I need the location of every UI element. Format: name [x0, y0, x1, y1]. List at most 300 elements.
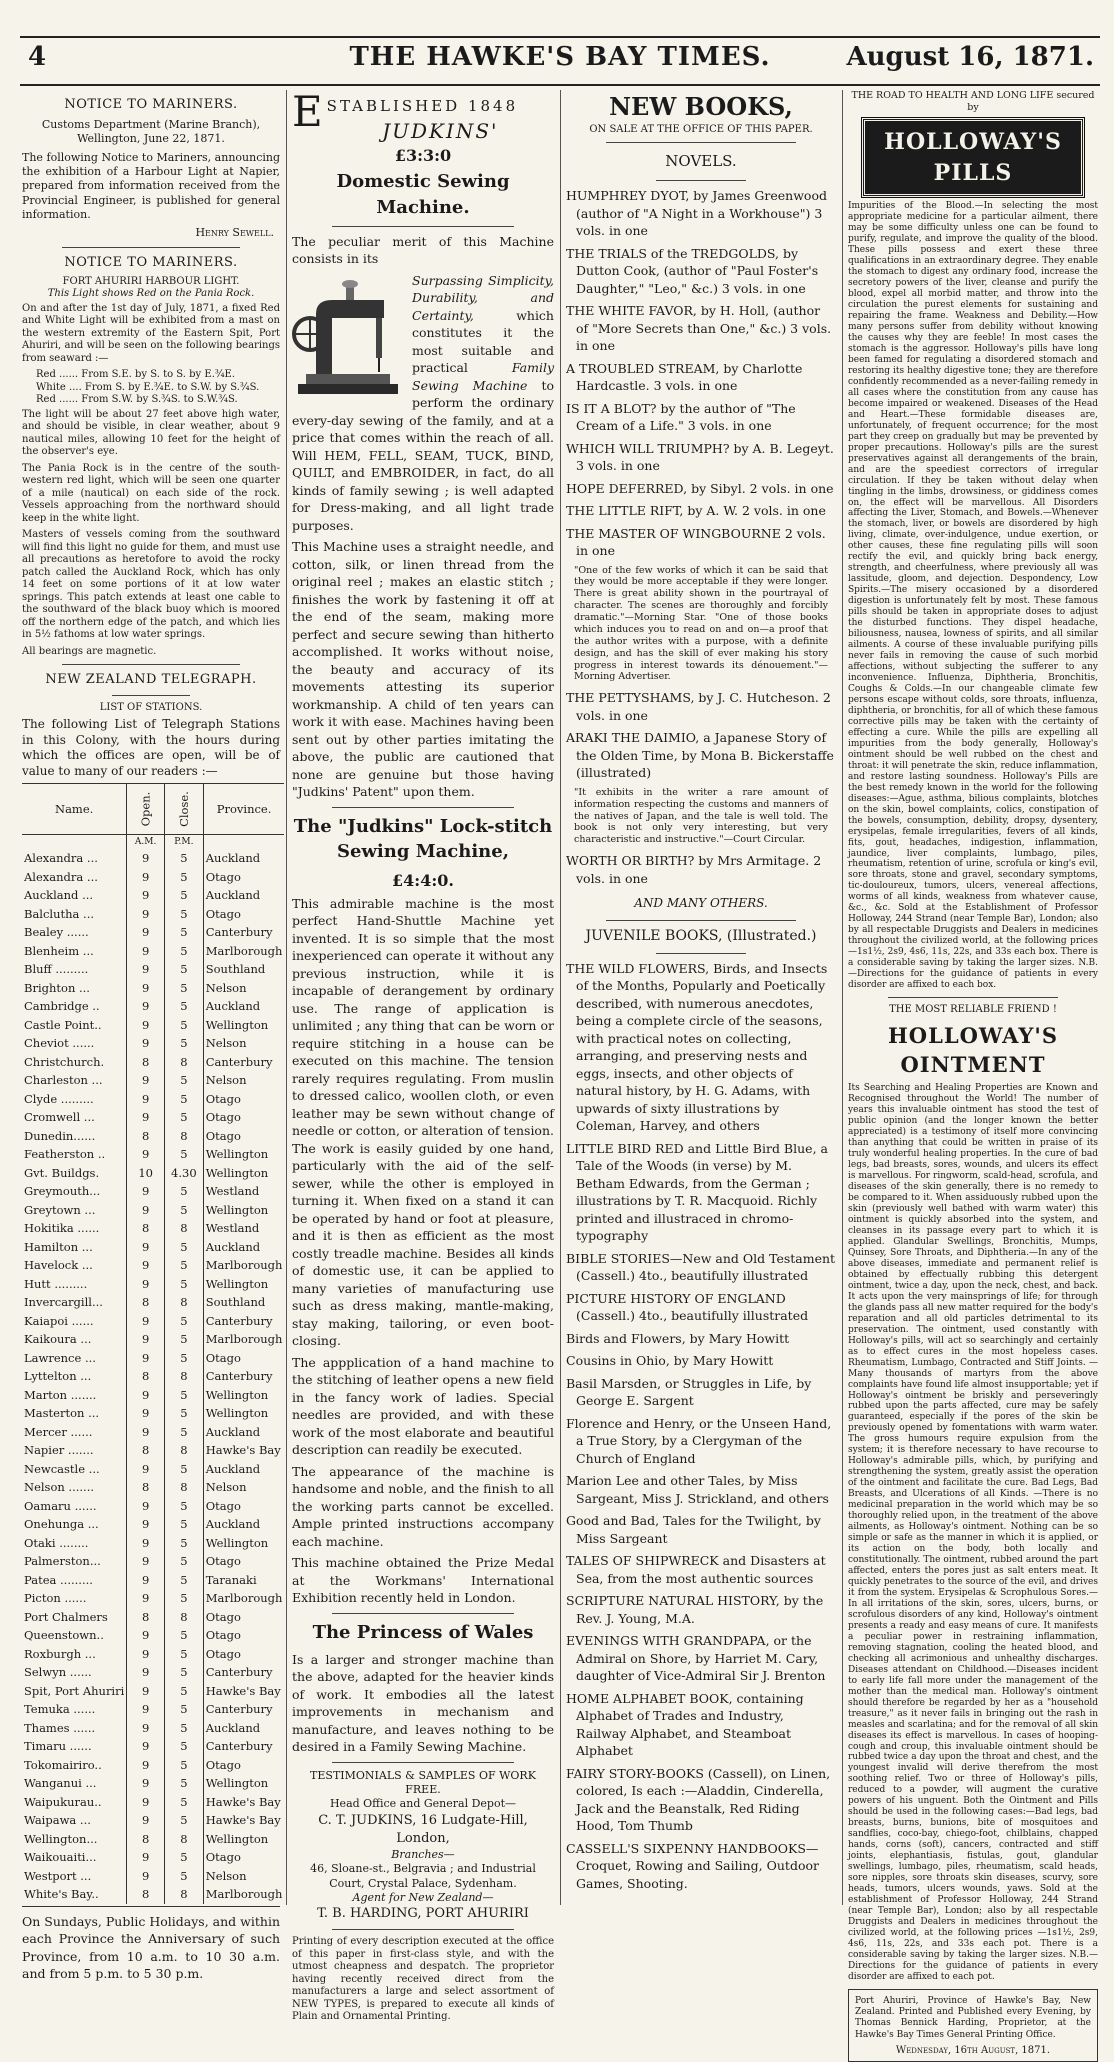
station-close: 5	[164, 1515, 203, 1534]
station-open: 8	[127, 1441, 165, 1460]
station-close: 5	[164, 868, 203, 887]
station-name: Cheviot ......	[24, 1036, 95, 1051]
station-open: 9	[127, 942, 165, 961]
station-row	[22, 1016, 284, 1035]
station-row	[22, 997, 284, 1016]
station-open: 9	[127, 997, 165, 1016]
station-province: Wellington	[203, 1275, 284, 1294]
station-row	[22, 1275, 284, 1294]
station-close: 5	[164, 1275, 203, 1294]
station-name: Newcastle ...	[24, 1461, 100, 1476]
novels-list	[566, 187, 836, 560]
stations-heading: LIST OF STATIONS.	[99, 702, 203, 714]
book-item: THE TRIALS of the TREDGOLDS, by Dutton Cook, (author of "Paul Foster's Daughter," "Leo," &c.) 3 vols. in one	[566, 245, 819, 296]
station-open: 9	[127, 1312, 165, 1331]
station-name: Charleston ...	[24, 1073, 103, 1088]
station-province: Hawke's Bay	[203, 1793, 284, 1812]
station-province: Wellington	[203, 1534, 284, 1553]
station-province: Auckland	[203, 1719, 284, 1738]
station-row	[22, 1737, 284, 1756]
station-open: 9	[127, 1811, 165, 1830]
station-row	[22, 1682, 284, 1701]
station-province: Southland	[203, 960, 284, 979]
station-row	[22, 1256, 284, 1275]
divider	[888, 997, 1058, 998]
station-province: Otago	[203, 1127, 284, 1146]
station-row	[22, 1774, 284, 1793]
station-open: 9	[127, 1238, 165, 1257]
station-open: 9	[127, 1201, 165, 1220]
station-open: 9	[127, 1663, 165, 1682]
light-para: All bearings are magnetic.	[22, 645, 157, 657]
review-quote: "It exhibits in the writer a rare amount of information respecting the customs and manners of the natives of Japan, and the tale is well told. The book is not only very interesting, but very characteristic and instructive."—Court Circular.	[574, 786, 828, 846]
station-name: Havelock ...	[24, 1258, 93, 1273]
station-name: Lawrence ...	[24, 1350, 96, 1365]
unit-am: A.M.	[127, 835, 165, 850]
station-open: 9	[127, 1534, 165, 1553]
column-holloway	[848, 90, 1098, 2056]
station-open: 9	[127, 905, 165, 924]
station-row	[22, 1719, 284, 1738]
book-item: LITTLE BIRD RED and Little Bird Blue, a Tale of the Woods (in verse) by M. Betham Edwards, from the German ; illustrations by T. R. Macquoid. Richly printed and illustraced in chromo-typography	[566, 1140, 828, 1244]
column-divider	[560, 90, 561, 1905]
divider	[656, 180, 746, 181]
princess-body: Is a larger and stronger machine than the above, adapted for the heavier kinds of work. It embodies all the latest improvements in mechanism and manufacture, and leaves nothing to be desired in a Family Sewing Machine.	[292, 1651, 554, 1755]
station-province: Otago	[203, 905, 284, 924]
princess-heading: The Princess of Wales	[312, 1621, 534, 1643]
station-open: 9	[127, 868, 165, 887]
book-item: PICTURE HISTORY OF ENGLAND (Cassell.) 4to., beautifully illustrated	[566, 1290, 809, 1324]
station-open: 9	[127, 1016, 165, 1035]
station-row	[22, 1423, 284, 1442]
station-province: Wellington	[203, 1164, 284, 1183]
machine-italic2: Family Sewing Machine	[412, 360, 554, 393]
station-open: 9	[127, 1497, 165, 1516]
station-close: 5	[164, 1108, 203, 1127]
station-row	[22, 1164, 284, 1183]
station-province: Auckland	[203, 1423, 284, 1442]
station-row	[22, 1663, 284, 1682]
column-divider	[842, 90, 843, 1905]
station-row	[22, 1386, 284, 1405]
stations-table	[22, 783, 284, 1904]
station-close: 5	[164, 1238, 203, 1257]
station-close: 5	[164, 1737, 203, 1756]
divider	[332, 1929, 514, 1930]
lockstitch-heading: The "Judkins" Lock-stitch Sewing Machine,	[293, 815, 553, 862]
station-province: Southland	[203, 1293, 284, 1312]
station-close: 5	[164, 1386, 203, 1405]
station-name: Palmerston...	[24, 1554, 101, 1569]
station-name: Roxburgh ...	[24, 1646, 96, 1661]
station-row	[22, 1848, 284, 1867]
station-open: 10	[127, 1164, 165, 1183]
station-province: Nelson	[203, 979, 284, 998]
judkins-title: JUDKINS'	[382, 119, 499, 143]
station-close: 5	[164, 1867, 203, 1886]
station-province: Auckland	[203, 1460, 284, 1479]
station-close: 5	[164, 1349, 203, 1368]
station-row	[22, 1867, 284, 1886]
station-close: 5	[164, 1182, 203, 1201]
printing-notice: Printing of every description executed at the office of this paper in first-class style, and with the utmost cheapness and despatch. The proprietor having recently received direct from the manufacturers a large and select assortment of NEW TYPES, is prepared to execute all kinds of Plain and Ornamental Printing.	[292, 1936, 554, 2023]
station-row	[22, 1885, 284, 1904]
station-province: Westland	[203, 1219, 284, 1238]
address-london: C. T. JUDKINS, 16 Ludgate-Hill, London,	[318, 1812, 528, 1846]
station-province: Canterbury	[203, 923, 284, 942]
notice2-heading: NOTICE TO MARINERS.	[64, 254, 238, 270]
station-open: 9	[127, 1090, 165, 1109]
station-name: Lyttelton ...	[24, 1369, 92, 1384]
station-close: 5	[164, 1552, 203, 1571]
station-row	[22, 1830, 284, 1849]
book-item: THE LITTLE RIFT, by A. W. 2 vols. in one	[566, 503, 826, 519]
bearing-line: White .... From S. by E.¾E. to S.W. by S.¾S.	[36, 381, 260, 393]
book-item: Cousins in Ohio, by Mary Howitt	[566, 1353, 774, 1369]
ointment-text: Its Searching and Healing Properties are Known and Recognised throughout the World! The number of years this invaluable ointment has stood the test of public opinion (and the longer known the better appreciated) is a testimony of itself more convincing than anything that could be written in praise of its truly wonderful healing properties. In the cure of bad legs, bad breasts, sores, wounds, and ulcers its effect is marvellous. For ringworm, scald-head, scrofula, and diseases of the skin generally, there is no remedy to be compared to it. When assiduously rubbed upon the skin (previously well bathed with warm water) this ointment is quickly absorbed into the system, and cleanses in its passage every part to which it is applied. Glandular Swellings, Bronchitis, Mumps, Quinsey, Sore Throats, and Diphtheria.—In any of the above diseases, immediate and permanent relief is obtained by effectually rubbing this detergent ointment, twice a day, upon the neck, chest, and back. It acts upon the very mainsprings of life; for through the glands pass all new matter required for the body's reparation and all old particles detrimental to its preservation. The ointment, used constantly with Holloway's pills, will act so searchingly and certainly as to effect cures in the most hopeless cases. Rheumatism, Lumbago, Contracted and Stiff Joints. —Many thousands of martyrs from the above complaints have found life almost insupportable; yet if Holloway's ointment be briskly and perseveringly rubbed upon the parts affected, cure may be safely guaranteed, especially if the pores of the skin be previously opened by fomentations with warm water. The gross humours require expulsion from the system; it is therefore necessary to have recourse to Holloway's admirable pills, which, by purifying and strengthening the system, greatly assist the operation of the ointment and facilitate the cure. Bad Legs, Bad Breasts, and Ulcerations of all Kinds. —There is no medicinal preparation in the world which may be so thoroughly relied upon, in the treatment of the above ailments, as Holloway's ointment. Nothing can be so simple or safe as the manner in which it is applied, or its action on the body, both locally and constitutionally. The ointment, rubbed around the part affected, enters the pores just as salt enters meat. It quickly penetrates to the source of the evil, and drives it from the system. Erysipelas & Scrophulous Sores.—In all irritations of the skin, sores, ulcers, burns, or scrofulous disorders of any kind, Holloway's ointment presents a ready and easy means of cure. It manifests a peculiar power in restraining inflammation, removing stagnation, cooling the heated blood, and checking all acrimonious and unhealthy discharges. Diseases attendant on Childhood.—Diseases incident to early life fall more under the management of the mother than the medical man. Holloway's ointment should therefore be regarded by her as a "household treasure," as it never fails in bringing out the rash in measles and scarlatina; and for the removal of all skin diseases its effect is marvellous. In cases of hooping-cough and croup, this invaluable ointment should be rubbed twice a day upon the throat and chest, and the youngest invalid will derive therefrom the most soothing relief. Two or three of Holloway's pills, reduced to a powder, will augment the curative powers of his unguent. Both the Ointment and Pills should be used in the following cases:—Bad legs, bad breasts, burns, bunions, bite of mosquitoes and sandflies, coco-bay, chiego-foot, chilblains, chapped hands, corns (soft), cancers, contracted and stiff joints, elephantiasis, fistulas, gout, glandular swellings, lumbago, piles, rheumatism, scald heads, sore nipples, sore throats skin diseases, scurvy, sore heads, tumors, ulcers wounds, yaws. Sold at the establishment of Professor Holloway, 244 Strand (near Temple Bar), London; also by all respectable Druggists and Dealers in medicines throughout the civilized world, at the following prices —1s1½, 2s9, 4s6, 11s, 22s, and 33s each pot. There is a considerable saving by taking the larger sizes. N.B.—Directions for the guidance of patients in every disorder are affixed to each pot.	[848, 1083, 1098, 1982]
station-close: 5	[164, 1016, 203, 1035]
established-line	[292, 87, 554, 145]
station-name: White's Bay..	[24, 1887, 99, 1902]
machine-italic: Surpassing Simplicity, Durability, and Certainty,	[412, 272, 554, 323]
station-province: Otago	[203, 1552, 284, 1571]
station-close: 5	[164, 1145, 203, 1164]
station-row	[22, 1571, 284, 1590]
station-name: Kaikoura ...	[24, 1332, 92, 1347]
station-row	[22, 1515, 284, 1534]
book-item: Florence and Henry, or the Unseen Hand, a True Story, by a Clergyman of the Church of England	[566, 1415, 832, 1466]
station-row	[22, 849, 284, 868]
station-name: Oamaru ......	[24, 1498, 97, 1513]
station-close: 5	[164, 1034, 203, 1053]
station-close: 8	[164, 1127, 203, 1146]
books-heading: NEW BOOKS,	[609, 92, 793, 121]
station-province: Auckland	[203, 886, 284, 905]
station-province: Wellington	[203, 1404, 284, 1423]
station-province: Nelson	[203, 1071, 284, 1090]
juvenile-heading: JUVENILE BOOKS, (Illustrated.)	[585, 928, 817, 945]
column-divider	[286, 90, 287, 1905]
lockstitch-para: The appplication of a hand machine to the stitching of leather opens a new field in the fancy work of ladies. Special needles are provided, and with these work of the most elaborate and beautiful description can readily be executed.	[292, 1354, 554, 1458]
station-open: 8	[127, 1367, 165, 1386]
station-name: Brighton ...	[24, 980, 90, 995]
station-row	[22, 1108, 284, 1127]
station-province: Canterbury	[203, 1663, 284, 1682]
domestic-machine-heading: Domestic Sewing Machine.	[336, 171, 510, 218]
station-name: Greymouth...	[24, 1184, 101, 1199]
station-name: Temuka ......	[24, 1702, 96, 1717]
station-close: 5	[164, 1201, 203, 1220]
station-name: Featherston ..	[24, 1147, 106, 1162]
station-row	[22, 886, 284, 905]
station-open: 9	[127, 979, 165, 998]
station-province: Wellington	[203, 1386, 284, 1405]
station-row	[22, 1793, 284, 1812]
station-close: 8	[164, 1367, 203, 1386]
station-open: 9	[127, 1626, 165, 1645]
divider	[62, 247, 240, 248]
telegraph-heading: NEW ZEALAND TELEGRAPH.	[45, 672, 257, 688]
station-province: Wellington	[203, 1830, 284, 1849]
station-row	[22, 1645, 284, 1664]
station-open: 9	[127, 1349, 165, 1368]
station-close: 5	[164, 1312, 203, 1331]
station-name: Queenstown..	[24, 1628, 104, 1643]
paper-title: THE HAWKE'S BAY TIMES.	[349, 42, 771, 72]
column-notices	[22, 90, 283, 1982]
station-province: Hawke's Bay	[203, 1441, 284, 1460]
notice2-subheading: FORT AHURIRI HARBOUR LIGHT.	[62, 275, 240, 287]
station-open: 8	[127, 1053, 165, 1072]
machine-body: to perform the ordinary every-day sewing of the family, and at a price that comes within the reach of all. Will HEM, FELL, SEAM, TUCK, BIND, QUILT, and EMBROIDER, in fact, do all kinds of family sewing ; is well adapted for Dress-making, and all light trade purposes.	[292, 377, 554, 533]
station-name: Blenheim ...	[24, 943, 94, 958]
station-name: Hamilton ...	[24, 1239, 93, 1254]
divider	[332, 807, 514, 808]
pills-text: Impurities of the Blood.—In selecting the most appropriate medicine for a particular ailment, there may be some difficulty unless one can be found to purify, regulate, and improve the quality of the blood. These pills possess and exert these three qualifications in an extraordinary degree. They enable the stomach to digest any ordinary food, increase the secretory powers of the liver, cleanse and purify the blood, expel all morbid matter, and throw into the circulation the purest elements for sustaining and repairing the frame. Weakness and Debility.—How many persons suffer from debility without knowing the causes why they are feeble! In most cases the stomach is the aggressor. Holloway's pills have long been famed for regulating a disordered stomach and restoring its healthy digestive tone; they are therefore confidently recommended as a never-failing remedy in all cases where the constitution from any cause has become impaired or weakened. Diseases of the Head and Heart.—These formidable diseases are, unfortunately, of frequent occurrence; for the most part they creep on gradually but may be prevented by proper precautions. Holloway's pills are the surest preservatives against all derangements of the brain, and are the speediest correctors of irregular circulation. If they be taken without delay when tingling in the limbs, drowsiness, or giddiness comes on, the effect will be marvellous. All Disorders affecting the Liver, Stomach, and Bowels.—Whenever the stomach, liver, or bowels are disordered by high living, climate, over-indulgence, undue exertion, or other causes, these fine regulating pills will soon rectify the evil, and quickly bring back energy, strength, and cheerfulness, where previously all was lassitude, gloom, and dejection. Despondency, Low Spirits.—The misery occasioned by a disordered digestion is unfortunately felt by most. These famous pills should be taken in appropriate doses to adjust the disturbed functions. They dispel headache, biliousness, nausea, lowness of spirits, and all similar ailments. A course of these invaluable purifying pills never fails in removing the cause of such morbid affections, without subjecting the sufferer to any inconvenience. Influenza, Diphtheria, Bronchitis, Coughs & Colds.—In our changeable climate few persons escape without colds, sore throats, influenza, diphtheria, or bronchitis, for all of which these famous corrective pills may be taken with the certainty of effecting a cure. While the pills are expelling all impurities from the body generally, Holloway's ointment should be well rubbed on the chest and throat: it will penetrate the skin, reduce inflammation, and restore lasting soundness. Holloway's Pills are the best remedy known in the world for the following diseases:—Ague, asthma, bilious complaints, blotches on the skin, bowel complaints, colics, constipation of the bowels, consumption, debility, dropsy, dysentery, erysipelas, female irregularities, fevers of all kinds, fits, gout, headaches, indigestion, inflammation, jaundice, liver complaints, lumbago, piles, rheumatism, retention of urine, scrofula or king's evil, sore throats, stone and gravel, secondary symptoms, tic-douloureux, tumors, ulcers, venereal affections, worms of all kinds, weakness from whatever cause, &c., &c. Sold at the Establishment of Professor Holloway, 244 Strand (near Temple Bar), London; also by all respectable Druggists and Dealers in medicines throughout the civilized world, at the following prices —1s1½, 2s9, 4s6, 11s, 22s, and 33s each box. There is a considerable saving by taking the larger sizes. N.B.—Directions for the guidance of patients in every disorder are affixed to each box.	[848, 201, 1098, 991]
divider	[332, 1613, 514, 1614]
station-province: Hawke's Bay	[203, 1682, 284, 1701]
station-province: Hawke's Bay	[203, 1811, 284, 1830]
light-para: The Pania Rock is in the centre of the south-western red light, which will be seen one quarter of a mile (nautical) on each side of the rock. Vessels approaching from the northward should keep in the white light.	[22, 462, 280, 524]
station-open: 8	[127, 1293, 165, 1312]
divider	[606, 142, 796, 143]
station-close: 8	[164, 1830, 203, 1849]
notice-department: Customs Department (Marine Branch), Wellington, June 22, 1871.	[41, 118, 261, 146]
divider	[112, 695, 190, 696]
station-province: Wellington	[203, 1201, 284, 1220]
station-name: Masterton ...	[24, 1406, 100, 1421]
lockstitch-para: The appearance of the machine is handsome and noble, and the finish to all the working parts cannot be excelled. Ample printed instructions accompany each machine.	[292, 1463, 554, 1549]
station-close: 5	[164, 1071, 203, 1090]
station-name: Invercargill...	[24, 1295, 103, 1310]
station-close: 5	[164, 849, 203, 868]
station-province: Marlborough	[203, 1885, 284, 1904]
machine-mid: which constitutes it the most suitable and practical	[412, 307, 554, 376]
station-close: 5	[164, 942, 203, 961]
station-row	[22, 1478, 284, 1497]
station-province: Otago	[203, 1090, 284, 1109]
station-close: 5	[164, 1497, 203, 1516]
books-subheading: ON SALE AT THE OFFICE OF THIS PAPER.	[589, 123, 813, 135]
station-name: Onehunga ...	[24, 1517, 99, 1532]
testimonials: TESTIMONIALS & SAMPLES OF WORK FREE.	[310, 1768, 536, 1797]
station-close: 5	[164, 905, 203, 924]
station-province: Canterbury	[203, 1312, 284, 1331]
station-name: Bealey ......	[24, 925, 89, 940]
station-close: 5	[164, 997, 203, 1016]
bearing-line: Red ...... From S.W. by S.¾S. to S.W.¾S.	[36, 394, 238, 406]
station-row	[22, 1441, 284, 1460]
station-row	[22, 1293, 284, 1312]
agent-name: T. B. HARDING, PORT AHURIRI	[317, 1906, 529, 1922]
station-province: Otago	[203, 1848, 284, 1867]
column-judkins	[292, 87, 554, 2023]
station-row	[22, 942, 284, 961]
station-row	[22, 1626, 284, 1645]
station-row	[22, 1811, 284, 1830]
column-books	[566, 90, 836, 1905]
station-province: Nelson	[203, 1034, 284, 1053]
novels-heading: NOVELS.	[665, 152, 737, 171]
station-close: 5	[164, 1700, 203, 1719]
station-open: 9	[127, 1034, 165, 1053]
stations-intro: The following List of Telegraph Stations in this Colony, with the hours during which the offices are open, will be of value to many of our readers :—	[22, 716, 280, 778]
station-open: 9	[127, 1108, 165, 1127]
station-name: Greytown ...	[24, 1202, 96, 1217]
station-row	[22, 960, 284, 979]
station-name: Patea .........	[24, 1572, 93, 1587]
branches-label: Branches—	[391, 1847, 455, 1861]
station-open: 9	[127, 1145, 165, 1164]
station-close: 5	[164, 1626, 203, 1645]
station-row	[22, 1497, 284, 1516]
notice-body: The following Notice to Mariners, announcing the exhibition of a Harbour Light at Napier, prepared from information received from the Provincial Engineer, is published for general information.	[22, 150, 280, 221]
book-item: THE PETTYSHAMS, by J. C. Hutcheson. 2 vols. in one	[566, 690, 831, 723]
station-open: 9	[127, 1275, 165, 1294]
station-province: Auckland	[203, 997, 284, 1016]
station-row	[22, 923, 284, 942]
station-open: 9	[127, 849, 165, 868]
station-province: Otago	[203, 1645, 284, 1664]
notice2-italic: This Light shows Red on the Pania Rock.	[47, 288, 255, 300]
price-domestic: £3:3:0	[394, 146, 452, 165]
station-close: 8	[164, 1441, 203, 1460]
station-province: Otago	[203, 1108, 284, 1127]
station-name: Picton ......	[24, 1591, 87, 1606]
station-name: Thames ......	[24, 1720, 96, 1735]
station-close: 5	[164, 960, 203, 979]
station-name: Tokomairiro..	[24, 1757, 102, 1772]
station-row	[22, 1053, 284, 1072]
station-name: Cambridge ..	[24, 999, 100, 1014]
book-item: Good and Bad, Tales for the Twilight, by Miss Sargeant	[566, 1513, 821, 1546]
station-province: Otago	[203, 1756, 284, 1775]
station-name: Otaki ........	[24, 1535, 89, 1550]
station-row	[22, 1145, 284, 1164]
station-close: 5	[164, 1811, 203, 1830]
station-open: 9	[127, 1682, 165, 1701]
station-row	[22, 1349, 284, 1368]
station-province: Nelson	[203, 1867, 284, 1886]
station-close: 5	[164, 1682, 203, 1701]
lockstitch-para: This admirable machine is the most perfect Hand-Shuttle Machine yet invented. It is so simple that the most inexperienced can operate it without any previous instruction, while it is incapable of derangement by ordinary use. The range of application is unlimited ; any thing that can be worn or require stitching in a house can be executed on this machine. The tension rarely requires regulating. From muslin to dressed calico, woollen cloth, or even leather may be sewn without change of needle or cotton, or alteration of tension. The work is easily guided by one hand, particularly with the aid of the self-sewer, while the other is employed in turning it. When fixed on a stand it can be operated by hand or foot at pleasure, and it is then as efficient as the most costly treadle machine. Besides all kinds of domestic use, it can be applied to many varieties of manufacturing use such as dress making, mantle-making, stay making, tailoring, or even boot-closing.	[292, 895, 554, 1349]
price-lockstitch: £4:4:0.	[392, 871, 454, 891]
station-close: 5	[164, 1848, 203, 1867]
station-open: 8	[127, 1830, 165, 1849]
station-row	[22, 1127, 284, 1146]
book-item: WHICH WILL TRIUMPH? by A. B. Legeyt. 3 vols. in one	[566, 440, 834, 474]
station-open: 9	[127, 1256, 165, 1275]
station-open: 9	[127, 1737, 165, 1756]
station-close: 5	[164, 1423, 203, 1442]
header-name: Name.	[22, 784, 127, 835]
station-name: Waikouaiti...	[24, 1850, 97, 1865]
station-open: 8	[127, 1885, 165, 1904]
station-name: Clyde .........	[24, 1091, 94, 1106]
station-close: 5	[164, 1774, 203, 1793]
station-close: 8	[164, 1608, 203, 1627]
station-row	[22, 1367, 284, 1386]
many-others: AND MANY OTHERS.	[634, 896, 768, 911]
pills-banner: HOLLOWAY'S PILLS	[862, 118, 1084, 198]
station-name: Dunedin......	[24, 1128, 96, 1143]
drop-cap: E	[292, 87, 323, 136]
divider	[332, 1762, 514, 1763]
station-province: Marlborough	[203, 942, 284, 961]
station-province: Otago	[203, 1349, 284, 1368]
station-name: Auckland ...	[24, 888, 94, 903]
station-name: Selwyn ......	[24, 1665, 92, 1680]
masthead	[20, 36, 1100, 86]
station-open: 9	[127, 960, 165, 979]
station-close: 5	[164, 1090, 203, 1109]
station-row	[22, 905, 284, 924]
book-item: HOME ALPHABET BOOK, containing Alphabet of Trades and Industry, Railway Alphabet, and Steamboat Alphabet	[566, 1690, 804, 1759]
station-province: Otago	[203, 1608, 284, 1627]
imprint-box	[848, 1989, 1098, 2062]
station-open: 9	[127, 1552, 165, 1571]
station-close: 5	[164, 1663, 203, 1682]
station-province: Auckland	[203, 1515, 284, 1534]
station-province: Nelson	[203, 1478, 284, 1497]
station-open: 9	[127, 1071, 165, 1090]
station-name: Kaiapoi ......	[24, 1313, 94, 1328]
station-open: 9	[127, 1515, 165, 1534]
station-name: Napier .......	[24, 1443, 94, 1458]
book-item: SCRIPTURE NATURAL HISTORY, by the Rev. J. Young, M.A.	[566, 1593, 824, 1626]
station-name: Waipawa ...	[24, 1813, 91, 1828]
header-province: Province.	[203, 784, 284, 835]
lockstitch-para: This machine obtained the Prize Medal at the Workmans' International Exhibition recently held in London.	[292, 1555, 554, 1606]
station-row	[22, 979, 284, 998]
station-province: Wellington	[203, 1145, 284, 1164]
station-close: 8	[164, 1219, 203, 1238]
station-name: Westport ...	[24, 1868, 92, 1883]
station-open: 9	[127, 1700, 165, 1719]
station-name: Bluff .........	[24, 962, 89, 977]
station-open: 9	[127, 1848, 165, 1867]
station-close: 5	[164, 923, 203, 942]
station-province: Marlborough	[203, 1589, 284, 1608]
station-name: Hutt .........	[24, 1276, 88, 1291]
station-open: 9	[127, 1867, 165, 1886]
notice2-body: On and after the 1st day of July, 1871, a fixed Red and White Light will be exhibited from a mast on the western extremity of the Eastern Spit, Port Ahuriri, and will be seen on the following bearings from seaward :—	[22, 302, 280, 364]
address-branches: 46, Sloane-st., Belgravia ; and Industrial Court, Crystal Palace, Sydenham.	[310, 1862, 536, 1890]
book-item: EVENINGS WITH GRANDPAPA, or the Admiral on Shore, by Harriet M. Cary, daughter of Vice-Admiral Sir J. Brenton	[566, 1633, 826, 1684]
station-province: Westland	[203, 1182, 284, 1201]
station-close: 5	[164, 1404, 203, 1423]
station-name: Port Chalmers	[24, 1609, 108, 1624]
station-row	[22, 1608, 284, 1627]
station-row	[22, 1238, 284, 1257]
station-name: Timaru ......	[24, 1739, 92, 1754]
station-province: Canterbury	[203, 1367, 284, 1386]
station-name: Marton .......	[24, 1387, 97, 1402]
station-close: 5	[164, 1719, 203, 1738]
station-open: 9	[127, 1330, 165, 1349]
station-row	[22, 1552, 284, 1571]
station-province: Wellington	[203, 1016, 284, 1035]
station-province: Auckland	[203, 849, 284, 868]
station-name: Mercer ......	[24, 1424, 93, 1439]
juvenile-list	[566, 960, 836, 1893]
station-row	[22, 1460, 284, 1479]
book-item: HOPE DEFERRED, by Sibyl. 2 vols. in one	[566, 480, 834, 496]
imprint-date: Wednesday, 16th August, 1871.	[895, 2044, 1051, 2056]
station-close: 8	[164, 1885, 203, 1904]
station-row	[22, 1589, 284, 1608]
issue-date: August 16, 1871.	[846, 42, 1094, 72]
